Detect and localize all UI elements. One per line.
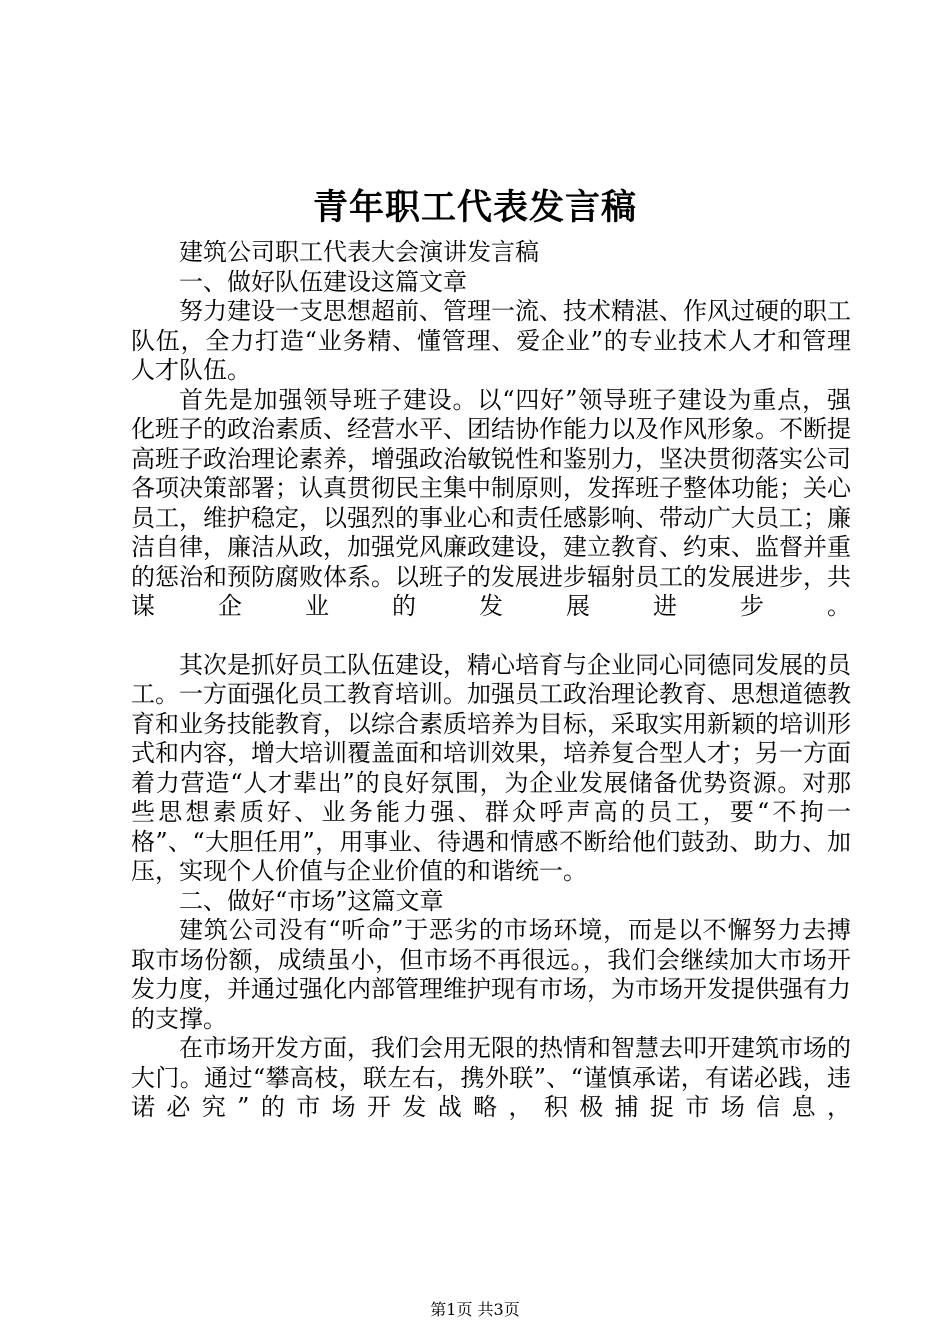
body-paragraph: 建筑公司没有“听命”于恶劣的市场环境，而是以不懈努力去搏取市场份额，成绩虽小，但市场不再很远。，我们会继续加大市场开发力度，并通过强化内部管理维护现有市场，为市场开发提供强有力的支撑。 bbox=[131, 916, 851, 1033]
body-paragraph: 在市场开发方面，我们会用无限的热情和智慧去叩开建筑市场的大门。通过“攀高枝，联左右，携外联”、“谨慎承诺，有诺必践，违诺必究”的市场开发战略，积极捕捉市场信息， bbox=[131, 1034, 851, 1121]
document-title: 青年职工代表发言稿 bbox=[312, 187, 637, 228]
body-paragraph: 努力建设一支思想超前、管理一流、技术精湛、作风过硬的职工队伍，全力打造“业务精、懂管理、爱企业”的专业技术人才和管理人才队伍。 bbox=[131, 297, 851, 384]
section-heading-2: 二、做好“市场”这篇文章 bbox=[179, 886, 444, 915]
document-body bbox=[131, 238, 851, 1123]
body-paragraph: 首先是加强领导班子建设。以“四好”领导班子建设为重点，强化班子的政治素质、经营水平、团结协作能力以及作风形象。不断提高班子政治理论素养，增强政治敏锐性和鉴别力，坚决贯彻落实公司各项决策部署；认真贯彻民主集中制原则，发挥班子整体功能；关心员工，维护稳定，以强烈的事业心和责任感影响、带动广大员工；廉洁自律，廉洁从政，加强党风廉政建设，建立教育、约束、监督并重的惩治和预防腐败体系。以班子的发展进步辐射员工的发展进步，共谋企业的发展进步。 bbox=[131, 385, 851, 620]
section-heading-1: 一、做好队伍建设这篇文章 bbox=[179, 267, 467, 296]
body-paragraph: 其次是抓好员工队伍建设，精心培育与企业同心同德同发展的员工。一方面强化员工教育培训。加强员工政治理论教育、思想道德教育和业务技能教育，以综合素质培养为目标，采取实用新颖的培训形式和内容，增大培训覆盖面和培训效果，培养复合型人才；另一方面着力营造“人才辈出”的良好氛围，为企业发展储备优势资源。对那些思想素质好、业务能力强、群众呼声高的员工，要“不拘一格”、“大胆任用”，用事业、待遇和情感不断给他们鼓劲、助力、加压，实现个人价值与企业价值的和谐统一。 bbox=[131, 650, 851, 885]
subtitle-paragraph: 建筑公司职工代表大会演讲发言稿 bbox=[179, 238, 539, 266]
page-footer: 第1页 共3页 bbox=[430, 1300, 520, 1319]
